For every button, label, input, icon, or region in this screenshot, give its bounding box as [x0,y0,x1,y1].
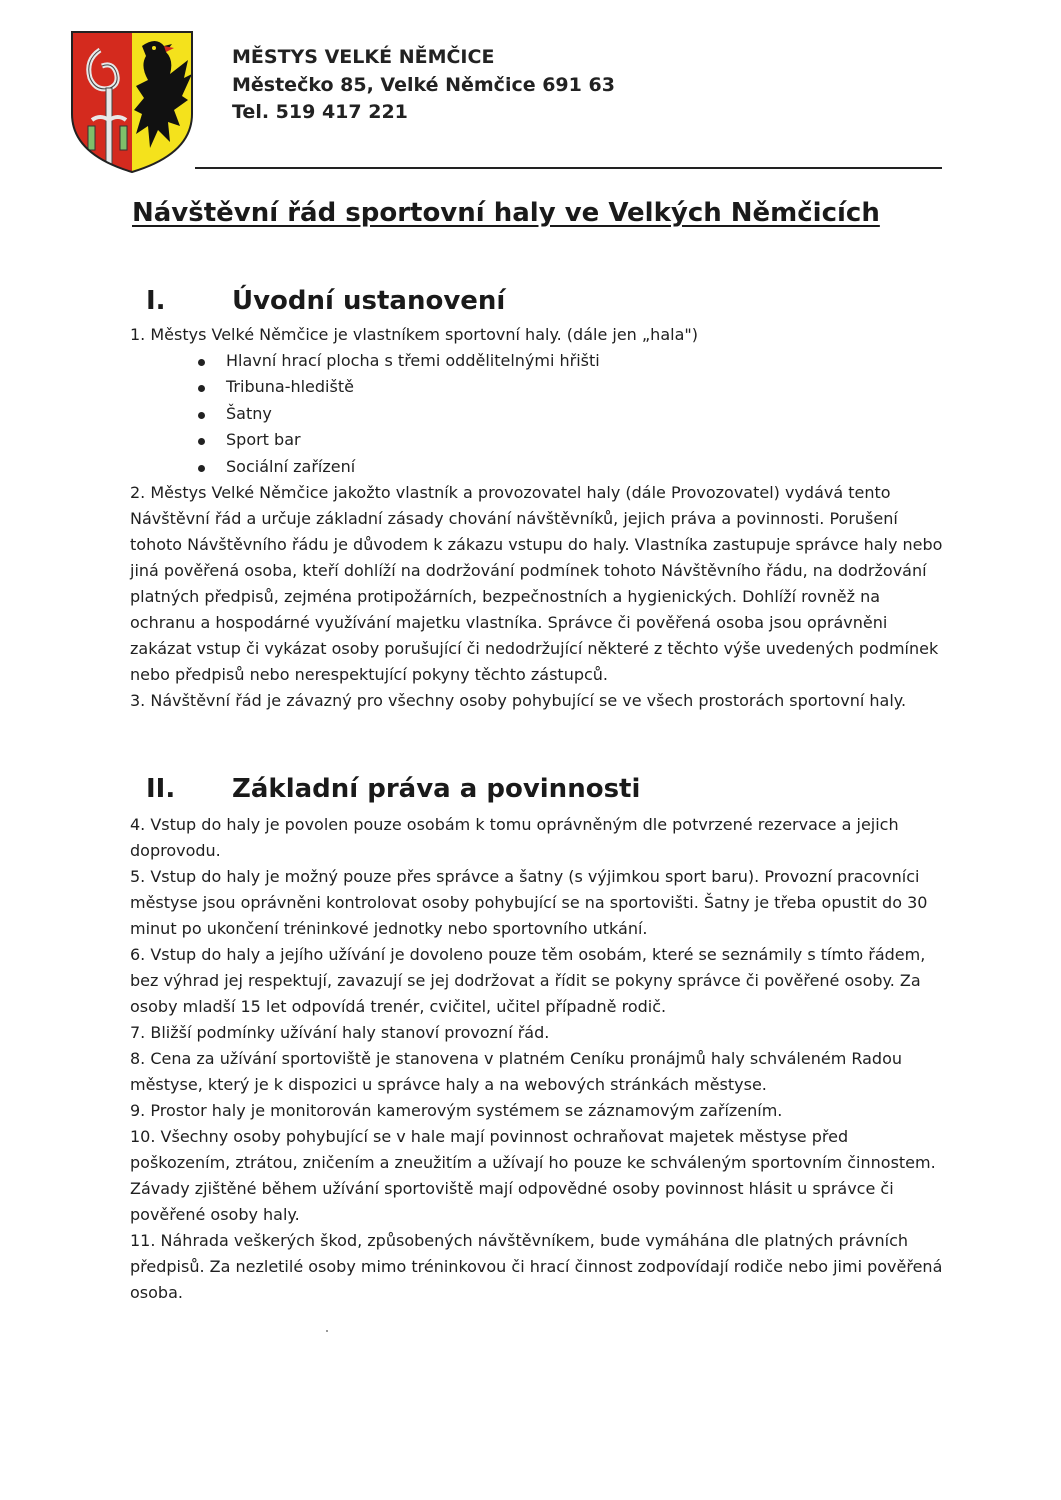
paragraph-6: 6. Vstup do haly a jejího užívání je dovoleno pouze těm osobám, které se seznámily s tímto řádem, bez výhrad jej respektují, zavazují se jej dodržovat a řídit se pokyny správce či pověřené osoby. Za osoby mladší 15 let odpovídá trenér, cvičitel, učitel případně rodič. [130,945,926,1016]
section-body-2 [130,812,945,1306]
paragraph-5: 5. Vstup do haly je možný pouze přes správce a šatny (s výjimkou sport baru). Provozní pracovníci městyse jsou oprávněni kontrolovat osoby pohybující se na sportovišti. Šatny je třeba opustit do 30 minut po ukončení tréninkové jednotky nebo sportovního utkání. [130,867,928,938]
organization-header [232,44,615,127]
list-item: Tribuna-hlediště [130,374,945,400]
paragraph-4: 4. Vstup do haly je povolen pouze osobám k tomu oprávněným dle potvrzené rezervace a jejich doprovodu. [130,815,899,860]
section-body-1 [130,322,945,714]
paragraph-9: 9. Prostor haly je monitorován kamerovým systémem se záznamovým zařízením. [130,1101,783,1120]
paragraph-1: 1. Městys Velké Němčice je vlastníkem sportovní haly. (dále jen „hala") [130,325,698,344]
paragraph-2: 2. Městys Velké Němčice jakožto vlastník a provozovatel haly (dále Provozovatel) vydává tento Návštěvní řád a určuje základní zásady chování návštěvníků, jejich práva a povinnosti. Porušení tohoto Návštěvního řádu je důvodem k zákazu vstupu do haly. Vlastníka zastupuje správce haly nebo jiná pověřená osoba, kteří dohlíží na dodržování podmínek tohoto Návštěvního řádu, na dodržování platných předpisů, zejména protipožárních, bezpečnostních a hygienických. Dohlíží rovněž na ochranu a hospodárné využívání majetku vlastníka. Správce či pověřená osoba jsou oprávněni zakázat vstup či vykázat osoby porušující či nedodržující některé z těchto výše uvedených podmínek nebo předpisů nebo nerespektující pokyny těchto zástupců. [130,482,943,684]
organization-name: MĚSTYS VELKÉ NĚMČICE [232,46,495,68]
section-heading-1 [146,286,505,316]
list-item: Hlavní hrací plocha s třemi oddělitelnými hřišti [130,348,945,374]
list-item: Sport bar [130,427,945,453]
list-item: Sociální zařízení [130,454,945,480]
paragraph-11: 11. Náhrada veškerých škod, způsobených návštěvníkem, bude vymáhána dle platných právních předpisů. Za nezletilé osoby mimo tréninkovou či hrací činnost zodpovídají rodiče nebo jimi pověřená osoba. [130,1231,943,1302]
header-divider [195,167,942,169]
section-heading-2 [146,774,640,804]
paragraph-3: 3. Návštěvní řád je závazný pro všechny osoby pohybující se ve všech prostorách sportovní haly. [130,690,907,710]
list-item: Šatny [130,401,945,427]
section-title: Základní práva a povinnosti [232,774,641,804]
organization-phone: Tel. 519 417 221 [232,101,408,123]
section-title: Úvodní ustanovení [232,286,506,316]
paragraph-10: 10. Všechny osoby pohybující se v hale mají povinnost ochraňovat majetek městyse před poškozením, ztrátou, zničením a zneužitím a užívají ho pouze ke schváleným sportovním činnostem. Závady zjištěné během užívání sportoviště mají odpovědné osoby povinnost hlásit u správce či pověřené osoby haly. [130,1127,936,1224]
paragraph-7: 7. Bližší podmínky užívání haly stanoví provozní řád. [130,1023,550,1042]
organization-address: Městečko 85, Velké Němčice 691 63 [232,73,615,96]
section-number: I. [146,286,166,316]
coat-of-arms-icon [70,30,194,174]
paragraph-8: 8. Cena za užívání sportoviště je stanovena v platném Ceníku pronájmů haly schváleném Radou městyse, který je k dispozici u správce haly a na webových stránkách městyse. [130,1049,903,1094]
section-number: II. [146,774,176,804]
scan-speck [326,1330,328,1332]
document-title: Návštěvní řád sportovní haly ve Velkých Němčicích [132,198,880,228]
facility-list [130,348,945,480]
